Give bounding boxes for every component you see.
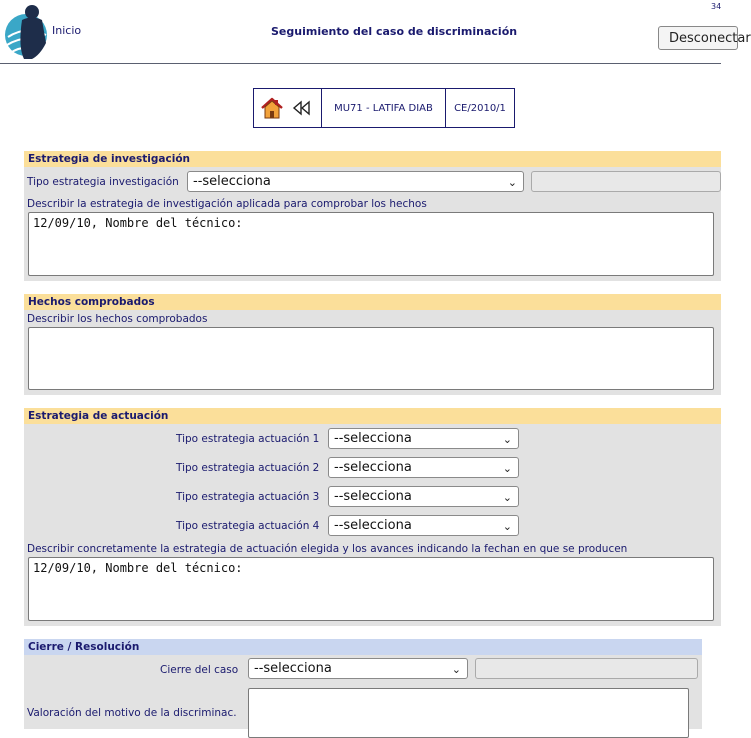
tipo-actuacion-3-label: Tipo estrategia actuación 3 [176,491,320,503]
section-heading: Estrategia de actuación [24,408,721,424]
home-link[interactable]: Inicio [52,24,82,37]
user-id: 34 [711,2,722,11]
chevron-down-icon: ⌄ [502,491,512,504]
tipo-actuacion-3-select[interactable] [328,486,519,507]
page-title: Seguimiento del caso de discriminación [271,25,518,38]
page-header [0,0,751,64]
chevron-down-icon: ⌄ [502,433,512,446]
valoracion-textarea[interactable] [248,688,689,738]
tipo-actuacion-1-select[interactable] [328,428,519,449]
nav-icons [254,89,322,127]
chevron-down-icon: ⌄ [451,663,461,676]
section-heading: Hechos comprobados [24,294,721,310]
section-hechos [24,294,721,395]
home-icon[interactable] [260,96,284,120]
describe-actuacion-textarea[interactable]: 12/09/10, Nombre del técnico: [28,557,714,621]
select-value: --selecciona [254,661,332,676]
back-icon[interactable] [292,100,312,116]
describe-hechos-textarea[interactable] [28,327,714,390]
tipo-investigacion-readonly [531,171,721,192]
case-person[interactable]: MU71 - LATIFA DIAB [322,89,446,127]
chevron-down-icon: ⌄ [507,176,517,189]
select-value: --selecciona [334,489,412,504]
section-heading: Cierre / Resolución [24,639,702,655]
case-code[interactable]: CE/2010/1 [454,102,506,114]
logo-icon [2,3,54,61]
describe-actuacion-label: Describir concretamente la estrategia de actuación elegida y los avances indicando la fechan en que se producen [27,543,628,555]
describe-investigacion-label: Describir la estrategia de investigación aplicada para comprobar los hechos [27,198,427,210]
case-navigation [253,88,515,128]
select-value: --selecciona [334,431,412,446]
tipo-actuacion-4-select[interactable] [328,515,519,536]
describe-investigacion-textarea[interactable]: 12/09/10, Nombre del técnico: [28,212,714,276]
chevron-down-icon: ⌄ [502,462,512,475]
describe-hechos-label: Describir los hechos comprobados [27,313,208,325]
tipo-investigacion-select[interactable] [187,171,524,192]
tipo-actuacion-2-label: Tipo estrategia actuación 2 [176,462,320,474]
tipo-investigacion-label: Tipo estrategia investigación [27,176,179,188]
section-investigacion [24,151,721,281]
cierre-caso-select[interactable] [248,658,468,679]
select-value: --selecciona [334,460,412,475]
section-heading: Estrategia de investigación [24,151,721,167]
tipo-actuacion-1-label: Tipo estrategia actuación 1 [176,433,320,445]
valoracion-label: Valoración del motivo de la discriminac. [27,707,237,719]
section-cierre [24,639,702,729]
select-value: --selecciona [334,518,412,533]
cierre-caso-readonly [475,658,698,679]
cierre-caso-label: Cierre del caso [160,664,239,676]
tipo-actuacion-4-label: Tipo estrategia actuación 4 [176,520,320,532]
tipo-actuacion-2-select[interactable] [328,457,519,478]
disconnect-button[interactable]: Desconectar [658,26,738,50]
section-actuacion [24,408,721,626]
chevron-down-icon: ⌄ [502,520,512,533]
select-value: --selecciona [193,174,271,189]
